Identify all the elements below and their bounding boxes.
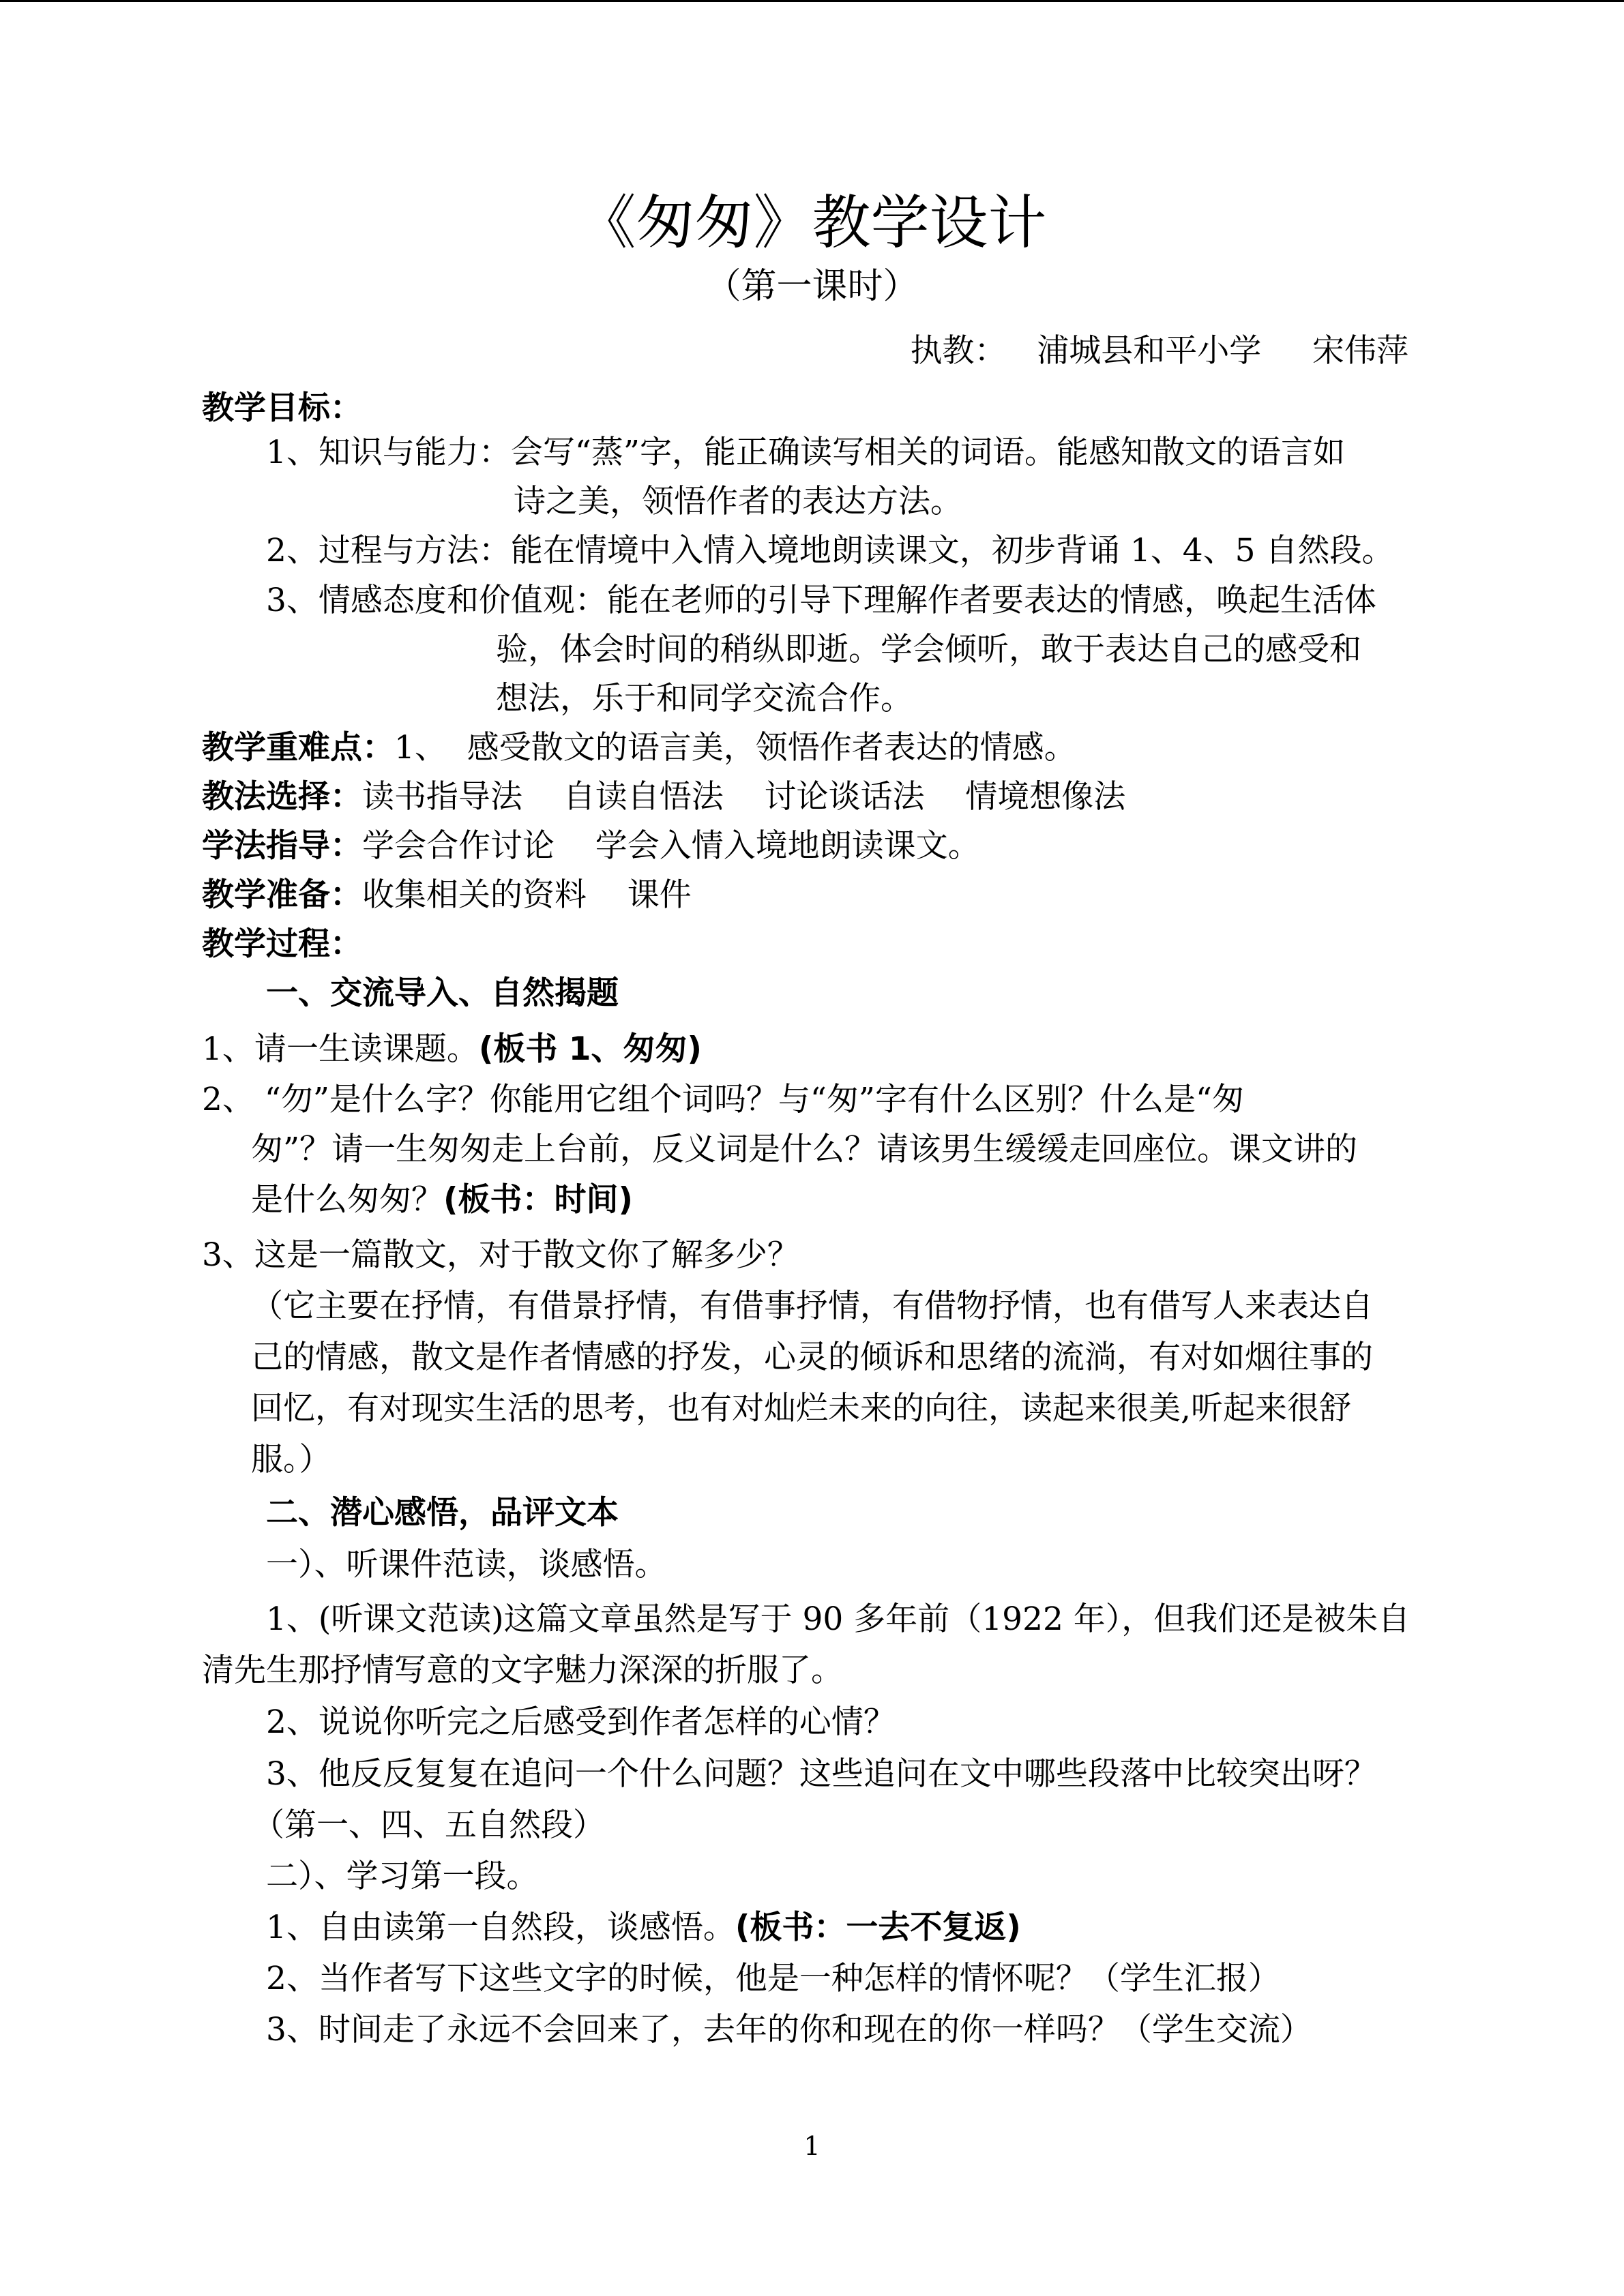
subsection-1-item-1-line-1: 1、(听课文范读)这篇文章虽然是写于 90 多年前（1922 年），但我们还是被朱自 xyxy=(266,1600,1411,1638)
subsection-1-heading: 一）、听课件范读，谈感悟。 xyxy=(266,1546,667,1583)
document-subtitle: （第一课时） xyxy=(705,266,919,307)
subsection-2-item-1 xyxy=(266,1903,1021,1952)
step-3-note-line-1: （它主要在抒情，有借景抒情，有借事抒情，有借物抒情，也有借写人来表达自 xyxy=(251,1287,1373,1325)
objective-2: 2、过程与方法：能在情境中入情入境地朗读课文，初步背诵 1、4、5 自然段。 xyxy=(266,532,1394,569)
subsection-1-item-3: 3、他反反复复在追问一个什么问题？这些追问在文中哪些段落中比较突出呀？ xyxy=(266,1755,1376,1793)
study-method-line xyxy=(202,822,980,871)
step-2-line-2: 匆”？请一生匆匆走上台前，反义词是什么？请该男生缓缓走回座位。课文讲的 xyxy=(251,1131,1358,1168)
step-3-note-line-2: 己的情感，散文是作者情感的抒发，心灵的倾诉和思绪的流淌，有对如烟往事的 xyxy=(251,1339,1373,1376)
subsection-2-item-1-text: 1、自由读第一自然段，谈感悟。 xyxy=(266,1909,735,1946)
study-method-label: 学法指导： xyxy=(202,827,362,865)
subsection-2-heading: 二）、学习第一段。 xyxy=(266,1858,539,1895)
step-3: 3、这是一篇散文，对于散文你了解多少？ xyxy=(202,1236,799,1274)
preparation-label: 教学准备： xyxy=(202,876,362,914)
subsection-2-board-note: (板书：一去不复返) xyxy=(735,1909,1021,1946)
key-points-label: 教学重难点： xyxy=(202,729,394,766)
teaching-method-line xyxy=(202,773,1125,822)
step-1-text: 1、请一生读课题。 xyxy=(202,1030,479,1068)
step-2-text-end: 是什么匆匆？ xyxy=(251,1181,443,1219)
step-2-line-3 xyxy=(251,1176,633,1225)
preparation-line xyxy=(202,871,692,920)
section-1-heading: 一、交流导入、自然揭题 xyxy=(266,974,619,1012)
step-3-note-line-3: 回忆，有对现实生活的思考，也有对灿烂未来的向往，读起来很美,听起来很舒 xyxy=(251,1390,1351,1427)
objective-3-line-1: 3、情感态度和价值观：能在老师的引导下理解作者要表达的情感，唤起生活体 xyxy=(266,582,1376,619)
subsection-2-item-2: 2、当作者写下这些文字的时候，他是一种怎样的情怀呢？（学生汇报） xyxy=(266,1960,1280,1997)
subsection-2-item-3: 3、时间走了永远不会回来了，去年的你和现在的你一样吗？（学生交流） xyxy=(266,2011,1312,2048)
step-1-board-note: (板书 1、匆匆) xyxy=(478,1030,702,1068)
page-number: 1 xyxy=(803,2131,821,2161)
step-3-note-line-4: 服。） xyxy=(251,1441,331,1478)
author-line: 执教： 浦城县和平小学 宋伟萍 xyxy=(910,332,1408,370)
teaching-method-label: 教法选择： xyxy=(202,778,362,816)
key-points-line xyxy=(202,724,1076,773)
objective-3-line-2: 验，体会时间的稍纵即逝。学会倾听，敢于表达自己的感受和 xyxy=(496,631,1361,668)
study-method-text: 学会合作讨论 学会入情入境地朗读课文。 xyxy=(362,827,980,865)
objective-1-line-2: 诗之美，领悟作者的表达方法。 xyxy=(514,483,962,520)
process-heading: 教学过程： xyxy=(202,925,362,963)
key-points-text: 1、 感受散文的语言美，领悟作者表达的情感。 xyxy=(394,729,1076,766)
objective-3-line-3: 想法，乐于和同学交流合作。 xyxy=(496,680,913,717)
objective-1-line-1: 1、知识与能力：会写“蒸”字，能正确读写相关的词语。能感知散文的语言如 xyxy=(266,434,1345,471)
step-2-board-note: (板书：时间) xyxy=(443,1181,633,1219)
document-title: 《匆匆》教学设计 xyxy=(577,189,1047,257)
step-1 xyxy=(202,1025,702,1074)
section-2-heading: 二、潜心感悟，品评文本 xyxy=(266,1494,619,1532)
subsection-1-item-3-answer: （第一、四、五自然段） xyxy=(252,1806,605,1844)
subsection-1-item-1-line-2: 清先生那抒情写意的文字魅力深深的折服了。 xyxy=(202,1652,843,1689)
step-2-line-1: 2、 “勿”是什么字？你能用它组个词吗？与“匆”字有什么区别？什么是“匆 xyxy=(202,1081,1244,1118)
top-border xyxy=(0,0,1624,2)
teaching-method-text: 读书指导法 自读自悟法 讨论谈话法 情境想像法 xyxy=(362,778,1126,816)
objectives-heading: 教学目标： xyxy=(202,389,362,427)
preparation-text: 收集相关的资料 课件 xyxy=(362,876,692,914)
subsection-1-item-2: 2、说说你听完之后感受到作者怎样的心情？ xyxy=(266,1703,896,1741)
